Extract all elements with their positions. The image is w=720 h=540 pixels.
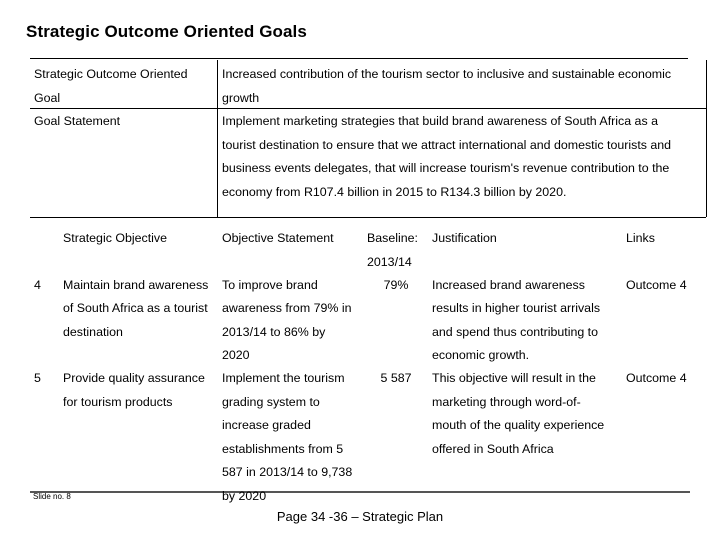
row-statement-line: establishments from 5 <box>222 442 344 456</box>
row-objective-line: Maintain brand awareness <box>63 278 209 292</box>
row-divider-goal <box>30 108 706 109</box>
header-links: Links <box>626 231 655 245</box>
header-strategic-objective: Strategic Objective <box>63 231 167 245</box>
row-number: 5 <box>34 371 41 385</box>
header-objective-statement: Objective Statement <box>222 231 334 245</box>
page-footer: Page 34 -36 – Strategic Plan <box>276 509 444 524</box>
row-link: Outcome 4 <box>626 371 687 385</box>
goal-label-line2: Goal <box>34 91 61 105</box>
row-statement-line: 2013/14 to 86% by <box>222 325 326 339</box>
row-objective-line: for tourism products <box>63 395 173 409</box>
row-justification-line: offered in South Africa <box>432 442 554 456</box>
row-statement-line: by 2020 <box>222 489 267 503</box>
row-statement-line: awareness from 79% in <box>222 301 352 315</box>
row-objective-line: of South Africa as a tourist <box>63 301 208 315</box>
row-justification-line: and spend thus contributing to <box>432 325 599 339</box>
row-statement-line: increase graded <box>222 418 311 432</box>
column-divider-left <box>217 60 218 217</box>
row-statement-line: Implement the tourism <box>222 371 345 385</box>
row-justification-line: results in higher tourist arrivals <box>432 301 601 315</box>
row-statement-line: 2020 <box>222 348 250 362</box>
row-justification-line: This objective will result in the <box>432 371 596 385</box>
row-justification-line: marketing through word-of- <box>432 395 581 409</box>
row-link: Outcome 4 <box>626 278 687 292</box>
row-objective-line: destination <box>63 325 123 339</box>
row-statement-line: To improve brand <box>222 278 318 292</box>
table-top-rule <box>30 58 688 59</box>
row-objective-line: Provide quality assurance <box>63 371 205 385</box>
goal-value-line1: Increased contribution of the tourism sector to inclusive and sustainable economic <box>222 67 672 81</box>
page-title: Strategic Outcome Oriented Goals <box>26 22 307 41</box>
goal-label-line1: Strategic Outcome Oriented <box>34 67 188 81</box>
goal-value-line2: growth <box>222 91 260 105</box>
header-justification: Justification <box>432 231 497 245</box>
row-baseline: 79% <box>383 278 409 292</box>
row-justification-line: Increased brand awareness <box>432 278 585 292</box>
row-justification-line: economic growth. <box>432 348 530 362</box>
goal-statement-line: tourist destination to ensure that we attract international and domestic tourists and <box>222 138 672 152</box>
row-divider-statement <box>30 217 706 218</box>
table-right-rule <box>706 60 707 217</box>
row-justification-line: mouth of the quality experience <box>432 418 605 432</box>
goal-statement-line: business events delegates, that will increase tourism's revenue contribution to the <box>222 161 670 175</box>
slide-number: Slide no. 8 <box>33 492 71 501</box>
row-number: 4 <box>34 278 41 292</box>
goal-statement-label: Goal Statement <box>34 114 121 128</box>
goal-statement-line: economy from R107.4 billion in 2015 to R134.3 billion by 2020. <box>222 185 567 199</box>
header-baseline-year: 2013/14 <box>367 255 412 269</box>
row-statement-line: 587 in 2013/14 to 9,738 <box>222 465 353 479</box>
goal-statement-line: Implement marketing strategies that build brand awareness of South Africa as a <box>222 114 658 128</box>
table-bottom-rule <box>30 491 690 493</box>
row-baseline: 5 587 <box>380 371 412 385</box>
row-statement-line: grading system to <box>222 395 320 409</box>
header-baseline: Baseline: <box>367 231 418 245</box>
